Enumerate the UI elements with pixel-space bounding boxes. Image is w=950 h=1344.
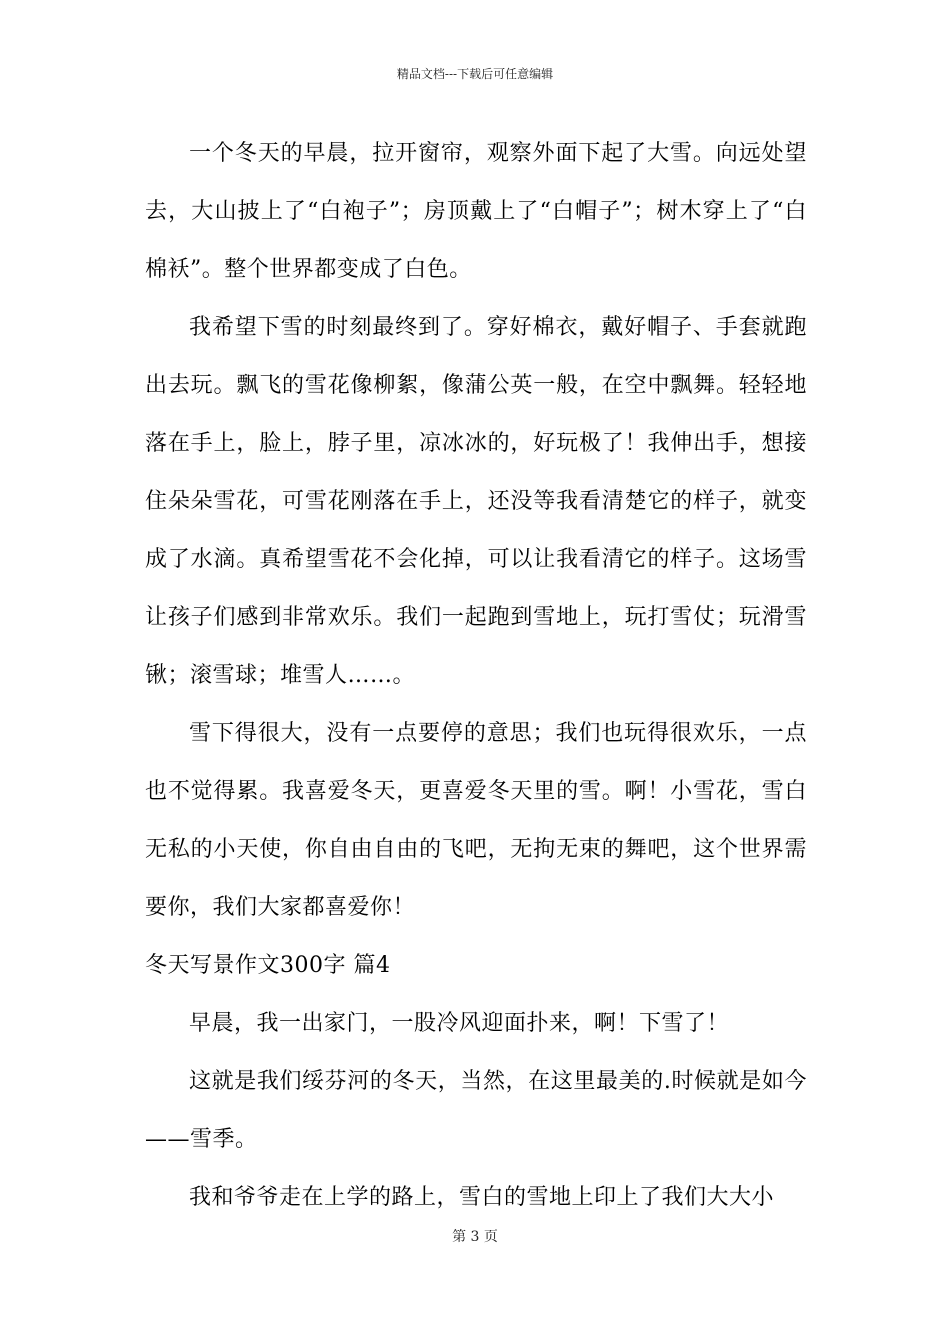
- paragraph: 一个冬天的早晨，拉开窗帘，观察外面下起了大雪。向远处望去，大山披上了“白袍子”；房顶戴上了“白帽子”；树木穿上了“白棉袄”。整个世界都变成了白色。: [145, 141, 807, 282]
- page-header: 精品文档---下载后可任意编辑: [396, 67, 554, 81]
- paragraph: 我和爷爷走在上学的路上，雪白的雪地上印上了我们大大小: [189, 1185, 775, 1210]
- paragraph: 这就是我们绥芬河的冬天，当然，在这里最美的.时候就是如今——雪季。: [145, 1069, 807, 1152]
- page-number: 第 3 页: [452, 1229, 498, 1245]
- paragraph: 我希望下雪的时刻最终到了。穿好棉衣，戴好帽子、手套就跑出去玩。飘飞的雪花像柳絮，像蒲公英一般，在空中飘舞。轻轻地落在手上，脸上，脖子里，凉冰冰的，好玩极了！我伸出手，想接住朵朵雪花，可雪花刚落在手上，还没等我看清楚它的样子，就变成了水滴。真希望雪花不会化掉，可以让我看清它的样子。这场雪让孩子们感到非常欢乐。我们一起跑到雪地上，玩打雪仗；玩滑雪锹；滚雪球；堆雪人……。: [145, 315, 807, 688]
- paragraph: 雪下得很大，没有一点要停的意思；我们也玩得很欢乐，一点也不觉得累。我喜爱冬天，更喜爱冬天里的雪。啊！小雪花，雪白无私的小天使，你自由自由的飞吧，无拘无束的舞吧，这个世界需要你，我们大家都喜爱你！: [145, 721, 807, 920]
- document-body: [145, 125, 807, 1227]
- section-heading: 冬天写景作文300字 篇4: [145, 953, 391, 978]
- paragraph: 早晨，我一出家门，一股冷风迎面扑来，啊！下雪了！: [189, 1011, 730, 1036]
